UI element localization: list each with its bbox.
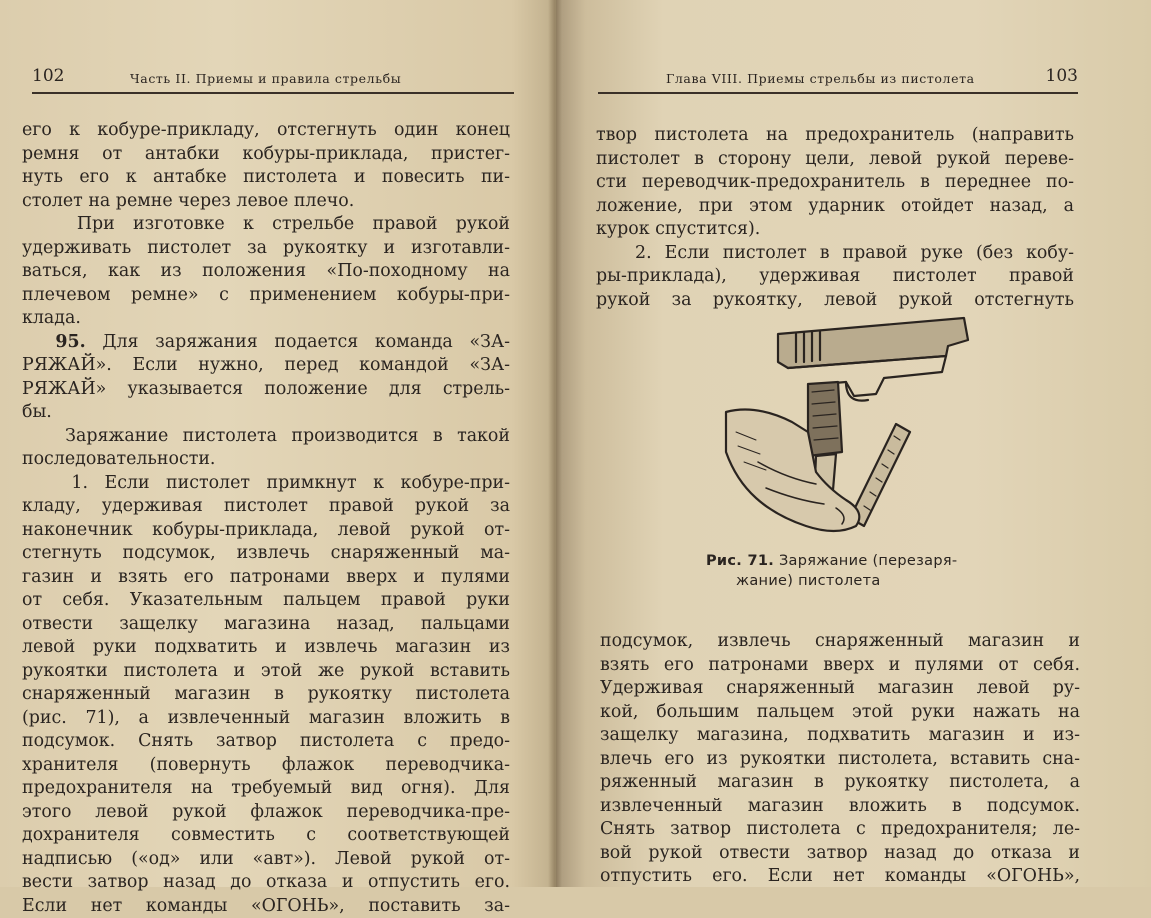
text-line: Удерживая снаряженный магазин левой ру- [600, 677, 1080, 701]
right-body-text-top [596, 124, 1074, 312]
right-header-title: Глава VIII. Приемы стрельбы из пистолета [666, 71, 975, 86]
figure-label: Рис. 71. [706, 553, 774, 569]
text-line: Заряжание пистолета производится в такой [22, 425, 510, 449]
text-line: надписью («од» или «авт»). Левой рукой от- [22, 848, 510, 872]
paragraph-number: 95. [55, 332, 85, 352]
left-page [0, 0, 556, 887]
text-line: рукоятки пистолета и этой же рукой вставить [22, 660, 510, 684]
right-page-number: 103 [1046, 66, 1078, 86]
right-header-rule [598, 92, 1078, 94]
text-line: левой руки подхватить и извлечь магазин из [22, 636, 510, 660]
text-line: отпустить его. Если нет команды «ОГОНЬ», [600, 865, 1080, 889]
text-line: предохранителя на требуемый вид огня). Для [22, 777, 510, 801]
text-line: плечевом ремне» с применением кобуры-при- [22, 284, 510, 308]
text-line: извлеченный магазин вложить в подсумок. [600, 795, 1080, 819]
text-line: 1. Если пистолет примкнут к кобуре-при- [22, 472, 510, 496]
caption-text-1: Заряжание (перезаря- [779, 553, 957, 569]
text-line: столет на ремне через левое плечо. [22, 190, 510, 214]
figure-71-caption [706, 551, 1006, 591]
text-line: от себя. Указательным пальцем правой руки [22, 589, 510, 613]
text-line: сти переводчик-предохранитель в переднее по- [596, 171, 1074, 195]
text-line: ры-приклада), удерживая пистолет правой [596, 265, 1074, 289]
text-line: стегнуть подсумок, извлечь снаряженный ма- [22, 542, 510, 566]
left-running-header [32, 64, 514, 94]
text-line: этого левой рукой флажок переводчика-пре- [22, 801, 510, 825]
text-line: хранителя (повернуть флажок переводчика- [22, 754, 510, 778]
text-line: твор пистолета на предохранитель (направить [596, 124, 1074, 148]
text-line: подсумок, извлечь снаряженный магазин и [600, 630, 1080, 654]
text-line: При изготовке к стрельбе правой рукой [22, 213, 510, 237]
caption-line-1 [706, 551, 1006, 571]
text-line: подсумок. Снять затвор пистолета с предо- [22, 730, 510, 754]
right-body-text-bottom [600, 630, 1080, 889]
text-line: ремня от антабки кобуры-приклада, пристег- [22, 143, 510, 167]
text-line: отвести защелку магазина назад, пальцами [22, 613, 510, 637]
text-line: ложение, при этом ударник отойдет назад, а [596, 195, 1074, 219]
text-line: удерживать пистолет за рукоятку и изготавли- [22, 237, 510, 261]
text-line: 2. Если пистолет в правой руке (без кобу- [596, 242, 1074, 266]
text-line: защелку магазина, подхватить магазин и из- [600, 724, 1080, 748]
text-line: кой, большим пальцем этой руки нажать на [600, 701, 1080, 725]
text-line: его к кобуре-прикладу, отстегнуть один конец [22, 119, 510, 143]
text-line: клада. [22, 307, 510, 331]
figure-71-illustration [696, 312, 976, 542]
left-page-number: 102 [32, 66, 64, 86]
text-line: взять его патронами вверх и пулями от себя. [600, 654, 1080, 678]
text-line: курок спустится). [596, 218, 1074, 242]
text-line: нуть его к антабке пистолета и повесить пи- [22, 166, 510, 190]
right-page [556, 0, 1151, 887]
text-line: пистолет в сторону цели, левой рукой переве- [596, 148, 1074, 172]
text-line: вести затвор назад до отказа и отпустить его. [22, 871, 510, 895]
text-line [22, 331, 510, 355]
text-line: газин и взять его патронами вверх и пулями [22, 566, 510, 590]
text-line-rest: Для заряжания подается команда «ЗА- [86, 332, 510, 352]
text-line: бы. [22, 401, 510, 425]
left-header-title: Часть II. Приемы и правила стрельбы [130, 71, 401, 86]
text-line: последовательности. [22, 448, 510, 472]
text-line: снаряженный магазин в рукоятку пистолета [22, 683, 510, 707]
text-line: РЯЖАЙ». Если нужно, перед командой «ЗА- [22, 354, 510, 378]
left-body-text [22, 119, 510, 918]
caption-line-2: жание) пистолета [706, 571, 1006, 591]
text-line: влечь его из рукоятки пистолета, вставить сна- [600, 748, 1080, 772]
text-line: наконечник кобуры-приклада, левой рукой от- [22, 519, 510, 543]
text-line: вой рукой отвести затвор назад до отказа и [600, 842, 1080, 866]
text-line: Если нет команды «ОГОНЬ», поставить за- [22, 895, 510, 918]
text-line: дохранителя совместить с соответствующей [22, 824, 510, 848]
book-gutter [548, 0, 562, 887]
text-line: Снять затвор пистолета с предохранителя; ле- [600, 818, 1080, 842]
left-header-rule [32, 92, 514, 94]
text-line: ряженный магазин в рукоятку пистолета, а [600, 771, 1080, 795]
right-running-header [598, 64, 1078, 94]
pistol-loading-drawing [696, 312, 976, 542]
text-line: ваться, как из положения «По-походному на [22, 260, 510, 284]
text-line: рукой за рукоятку, левой рукой отстегнуть [596, 289, 1074, 313]
text-line: (рис. 71), а извлеченный магазин вложить в [22, 707, 510, 731]
text-line: кладу, удерживая пистолет правой рукой за [22, 495, 510, 519]
text-line: РЯЖАЙ» указывается положение для стрель- [22, 378, 510, 402]
